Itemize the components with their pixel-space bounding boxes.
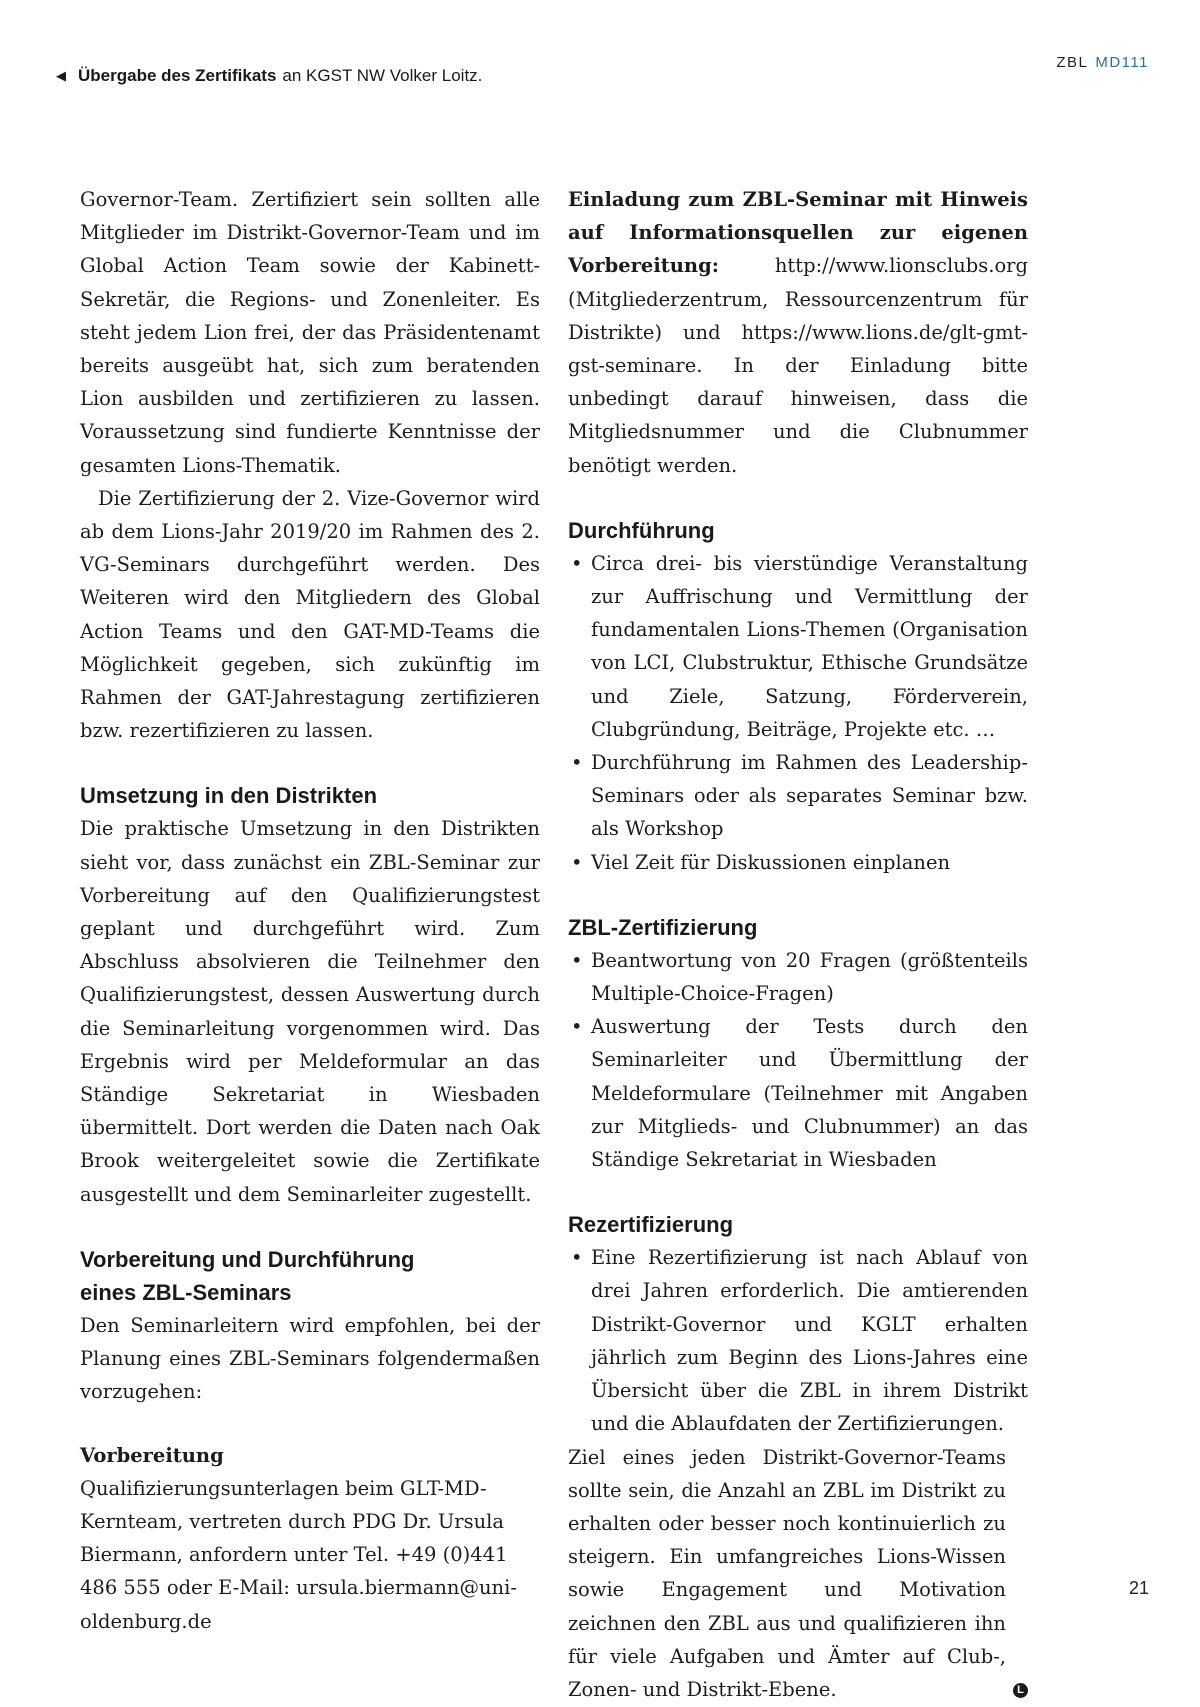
lead-bold: Einladung zum ZBL-Seminar mit Hinweis auf Informationsquellen zur eigenen Vorbereitung:: [568, 188, 1028, 278]
heading-vorbereitung-durchfuehrung: [80, 1243, 540, 1309]
paragraph: Die praktische Umsetzung in den Distrikten sieht vor, dass zunächst ein ZBL-Seminar zur Vorbereitung auf den Qualifizierungstest geplant und durchgeführt wird. Zum Abschluss absolvieren die Teilnehmer den Qualifizierungstest, dessen Auswertung durch die Seminarleitung vorgenommen wird. Das Ergebnis wird per Meldeformular an das Ständige Sekretariat in Wiesbaden übermittelt. Dort werden die Daten nach Oak Brook weitergeleitet sowie die Zertifikate ausgestellt und dem Seminarleiter zugestellt.: [80, 817, 540, 1206]
paragraph: Den Seminarleitern wird empfohlen, bei der Planung eines ZBL-Seminars folgendermaßen vorzugehen:: [80, 1313, 540, 1404]
subheading-vorbereitung: Vorbereitung: [80, 1443, 224, 1467]
list-rezertifizierung: [568, 1241, 1028, 1440]
left-column: [80, 183, 540, 1638]
list-durchfuehrung: [568, 547, 1028, 879]
heading-line: eines ZBL-Seminars: [80, 1279, 292, 1305]
running-head: [1056, 54, 1149, 71]
running-head-zbl: ZBL: [1056, 54, 1089, 71]
photo-caption: [56, 66, 482, 86]
heading-zertifizierung: ZBL-Zertifizierung: [568, 914, 758, 940]
heading-rezertifizierung: Rezertifizierung: [568, 1212, 734, 1238]
heading-durchfuehrung: Durchführung: [568, 517, 715, 543]
list-item: • Eine Rezertifizierung ist nach Ablauf von drei Jahren erforderlich. Die amtierenden Distrikt-Governor und KGLT erhalten jährlich zum Beginn des Lions-Jahres eine Übersicht über die ZBL in ihrem Distrikt und die Ablaufdaten der Zertifizierungen.: [568, 1241, 1028, 1440]
caption-text: an KGST NW Volker Loitz.: [282, 66, 483, 85]
running-head-md: MD111: [1095, 54, 1149, 71]
list-item: • Durchführung im Rahmen des Leadership-Seminars oder als separates Seminar bzw. als Workshop: [568, 746, 1028, 846]
caption-arrow-icon: ◀: [56, 68, 66, 83]
lead-rest: http://www.lionsclubs.org (Mitgliederzentrum, Ressourcenzentrum für Distrikte) und https://www.lions.de/glt-gmt-gst-seminare. In der Einladung bitte unbedingt darauf hinweisen, dass die Mitgliedsnummer und die Clubnummer benötigt werden.: [568, 254, 1028, 477]
final-paragraph-wrap: [568, 1441, 1028, 1707]
paragraph: Die Zertifizierung der 2. Vize-Governor wird ab dem Lions-Jahr 2019/20 im Rahmen des 2. VG-Seminars durchgeführt werden. Des Weiteren wird den Mitgliedern des Global Action Teams und den GAT-MD-Teams die Möglichkeit gegeben, sich zukünftig im Rahmen der GAT-Jahrestagung zertifizieren bzw. rezertifizieren zu lassen.: [80, 486, 540, 743]
heading-line: Vorbereitung und Durchführung: [80, 1246, 415, 1272]
paragraph-einladung: [568, 183, 1028, 482]
list-zertifizierung: [568, 944, 1028, 1176]
lions-end-mark-icon: L: [1013, 1683, 1028, 1698]
caption-bold: Übergabe des Zertifikats: [78, 66, 277, 85]
paragraph: Qualifizierungsunterlagen beim GLT-MD-Kernteam, vertreten durch PDG Dr. Ursula Biermann, anfordern unter Tel. +49 (0)441 486 555 oder E-Mail: ursula.biermann@uni-oldenburg.de: [80, 1476, 517, 1633]
heading-umsetzung: Umsetzung in den Distrikten: [80, 783, 378, 809]
list-item: • Viel Zeit für Diskussionen einplanen: [568, 846, 1028, 879]
list-item: • Auswertung der Tests durch den Seminarleiter und Übermittlung der Meldeformulare (Teilnehmer mit Angaben zur Mitglieds- und Clubnummer) an das Ständige Sekretariat in Wiesbaden: [568, 1010, 1028, 1176]
right-column: [568, 183, 1028, 1706]
list-item: • Circa drei- bis vierstündige Veranstaltung zur Auffrischung und Vermittlung der fundamentalen Lions-Themen (Organisation von LCI, Clubstruktur, Ethische Grundsätze und Ziele, Satzung, Förderverein, Clubgründung, Beiträge, Projekte etc. …: [568, 547, 1028, 746]
page-number: 21: [1128, 1578, 1149, 1598]
paragraph-final: Ziel eines jeden Distrikt-Governor-Teams sollte sein, die Anzahl an ZBL im Distrikt zu erhalten oder besser noch kontinuierlich zu steigern. Ein umfangreiches Lions-Wissen sowie Engagement und Motivation zeichnen den ZBL aus und qualifizieren ihn für viele Aufgaben und Ämter auf Club-, Zonen- und Distrikt-Ebene.: [568, 1445, 1006, 1701]
paragraph: Governor-Team. Zertifiziert sein sollten alle Mitglieder im Distrikt-Governor-Team und im Global Action Team sowie der Kabinett-Sekretär, die Regions- und Zonenleiter. Es steht jedem Lion frei, der das Präsidentenamt bereits ausgeübt hat, sich zum beratenden Lion ausbilden und zertifizieren zu lassen. Voraussetzung sind fundierte Kenntnisse der gesamten Lions-Thematik.: [80, 188, 540, 477]
list-item: • Beantwortung von 20 Fragen (größtenteils Multiple-Choice-Fragen): [568, 944, 1028, 1010]
